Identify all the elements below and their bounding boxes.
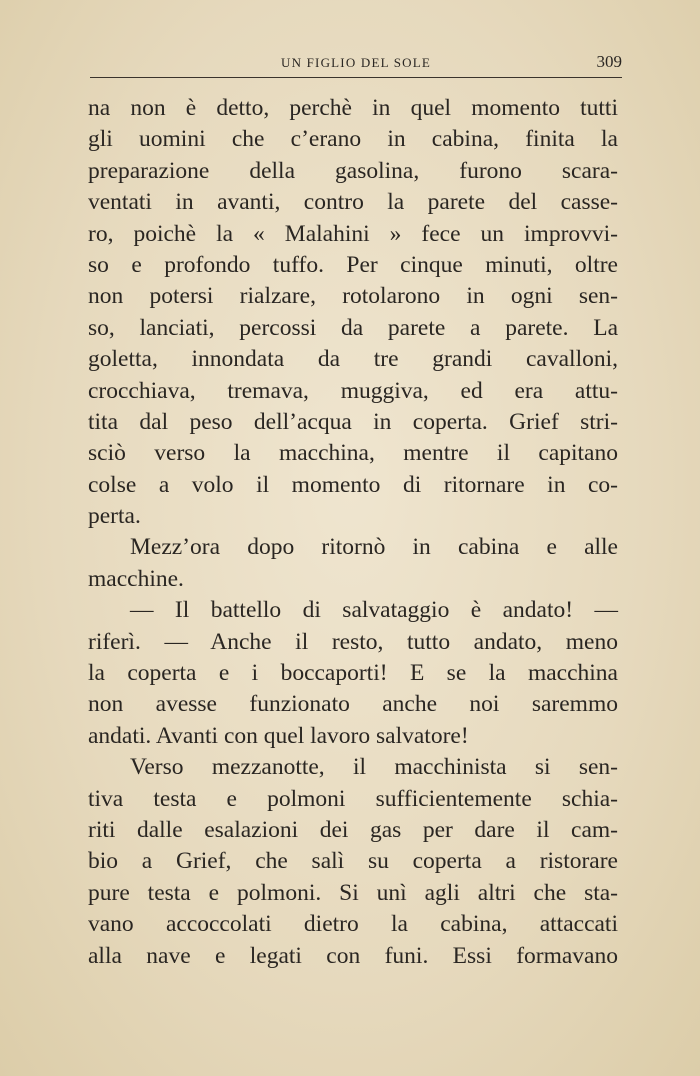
text-line: sciò verso la macchina, mentre il capitano [88,440,618,467]
text-line: goletta, innondata da tre grandi cavalloni, [88,346,618,373]
body-text [88,93,618,972]
dialogue-line: — Il battello di salvataggio è andato! — [130,597,618,624]
text-line: so e profondo tuffo. Per cinque minuti, oltre [88,251,618,278]
text-line: riferì. — Anche il resto, tutto andato, meno [88,628,618,655]
text-line: macchine. [88,565,184,592]
running-title: UN FIGLIO DEL SOLE [280,55,432,70]
text-line: tita dal peso dell’acqua in coperta. Grief stri- [88,408,618,435]
text-line: preparazione della gasolina, furono scara- [88,157,618,184]
text-line: colse a volo il momento di ritornare in co- [88,471,618,498]
text-line: na non è detto, perchè in quel momento tutti [88,95,618,121]
text-line: gli uomini che c’erano in cabina, finita la [88,126,618,153]
running-head [90,52,622,74]
text-line: tiva testa e polmoni sufficientemente schia- [88,785,618,812]
text-line: andati. Avanti con quel lavoro salvatore! [88,722,469,749]
text-line: pure testa e polmoni. Si unì agli altri che sta- [88,879,618,906]
text-line: non avesse funzionato anche noi saremmo [88,691,618,718]
text-line: la coperta e i boccaporti! E se la macchina [88,660,618,687]
text-line: alla nave e legati con funi. Essi formavano [88,942,618,969]
page-number: 309 [596,52,622,71]
paragraph-first-line: Mezz’ora dopo ritornò in cabina e alle [130,534,618,561]
paragraph-first-line: Verso mezzanotte, il macchinista si sen- [130,754,618,781]
text-line: so, lanciati, percossi da parete a parete. La [88,314,618,341]
text-line: non potersi rialzare, rotolarono in ogni sen- [88,283,618,310]
text-line: riti dalle esalazioni dei gas per dare il cam- [88,816,618,843]
text-line: crocchiava, tremava, muggiva, ed era attu- [88,377,618,404]
header-rule [90,77,622,78]
text-line: ro, poichè la « Malahini » fece un improvvi- [88,220,618,247]
text-line: vano accoccolati dietro la cabina, attaccati [88,911,618,938]
text-line: perta. [88,503,141,530]
text-line: bio a Grief, che salì su coperta a ristorare [88,848,618,875]
text-line: ventati in avanti, contro la parete del casse- [88,189,618,216]
